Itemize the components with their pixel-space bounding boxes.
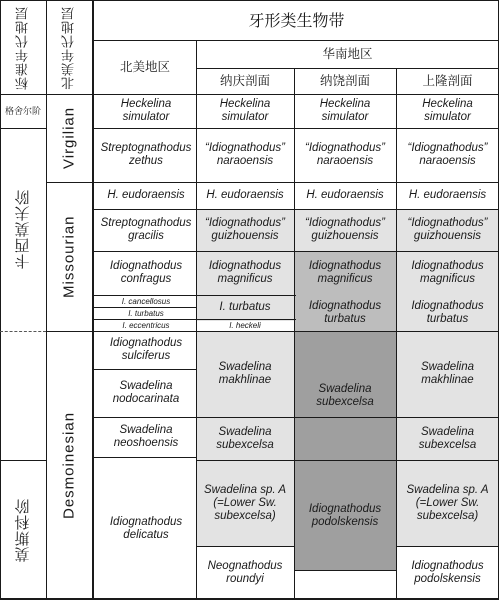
grid-line	[196, 460, 499, 461]
zone-c3-r5: Idiognathodus magnificus	[411, 260, 484, 285]
zone-na-r5: Idiognathodus confragus	[109, 260, 183, 285]
zone-c2-r3: H. eudoraensis	[306, 189, 384, 201]
zone-c1-r7a: Swadelina makhlinae	[218, 361, 272, 386]
zone-na-r6b: I. turbatus	[128, 308, 164, 318]
zone-na-r7b: Swadelina nodocarinata	[112, 380, 180, 405]
zone-c2-r6: Idiognathodus turbatus	[308, 300, 382, 325]
zone-c3-r2: “Idiognathodus” naraoensis	[407, 142, 488, 167]
grid-line	[94, 319, 296, 320]
grid-line	[396, 68, 397, 600]
grid-line	[0, 128, 46, 129]
zone-na-r3: H. eudoraensis	[107, 189, 185, 201]
stage-virgilian: Virgilian	[60, 106, 78, 170]
grid-line	[94, 295, 296, 296]
zone-c2-r4: “Idiognathodus” guizhouensis	[305, 217, 385, 242]
grid-line	[0, 0, 499, 1]
header-section-3: 上隆剖面	[422, 73, 473, 88]
stage-gzhelian: 格舍尔阶	[4, 105, 41, 116]
zone-c1-r7b: Swadelina subexcelsa	[216, 425, 274, 451]
header-col-standard: 标准年代地层	[15, 6, 30, 90]
zone-c2-r7: Swadelina subexcelsa	[316, 383, 374, 408]
zone-c1-r6a: I. turbatus	[219, 300, 271, 313]
zone-c2-r5: Idiognathodus magnificus	[308, 260, 382, 285]
zone-na-r8: Idiognathodus delicatus	[109, 515, 183, 541]
stage-kasimovian: 卡西莫夫阶	[14, 189, 32, 270]
zone-c3-r7a: Swadelina makhlinae	[420, 361, 475, 386]
zone-c1-r8b: Neognathodus roundyi	[207, 560, 283, 585]
zone-c1-r3: H. eudoraensis	[206, 189, 284, 201]
zone-na-r1: Heckelina simulator	[120, 98, 172, 123]
grid-line	[94, 369, 196, 370]
grid-line	[94, 307, 196, 308]
zone-c3-r8a: Swadelina sp. A (=Lower Sw. subexcelsa)	[406, 483, 489, 522]
grid-line	[94, 417, 499, 418]
zone-na-r6a: I. cancellosus	[121, 296, 171, 306]
zone-c2-r8: Idiognathodus podolskensis	[308, 502, 382, 528]
grid-line	[92, 0, 94, 600]
grid-line	[46, 0, 47, 600]
zone-c1-r2: “Idiognathodus” naraoensis	[205, 142, 285, 167]
zone-c3-r7b: Swadelina subexcelsa	[418, 425, 477, 451]
grid-line	[94, 128, 499, 129]
zone-c3-r3: H. eudoraensis	[408, 189, 487, 201]
grid-line	[46, 331, 499, 332]
grid-line	[0, 94, 499, 95]
zone-c1-r6b: I. heckeli	[229, 320, 261, 330]
zone-na-r2: Streptognathodus zethus	[100, 142, 192, 167]
stage-missourian: Missourian	[60, 215, 78, 298]
zone-na-r7c: Swadelina neoshoensis	[113, 424, 179, 449]
zone-c3-r1: Heckelina simulator	[422, 98, 473, 123]
zone-na-r7a: Idiognathodus sulciferus	[109, 337, 183, 362]
zone-c1-r4: “Idiognathodus” guizhouensis	[205, 217, 285, 242]
grid-line	[196, 68, 499, 69]
zone-na-r6c: I. eccentricus	[122, 320, 170, 330]
zone-c3-r4: “Idiognathodus” guizhouensis	[407, 217, 488, 242]
grid-line	[396, 546, 499, 547]
zone-c3-r6: Idiognathodus turbatus	[411, 300, 484, 325]
zone-c1-r1: Heckelina simulator	[219, 98, 271, 123]
header-title: 牙形类生物带	[248, 12, 345, 30]
grid-line	[94, 209, 499, 210]
grid-line	[0, 460, 46, 461]
grid-line	[0, 0, 1, 600]
header-sc-region: 华南地区	[322, 46, 373, 61]
stage-desmoinesian: Desmoinesian	[60, 411, 78, 520]
stage-moscovian: 莫斯科阶	[14, 498, 32, 562]
grid-line	[46, 182, 499, 183]
grid-line	[196, 40, 197, 600]
grid-line	[94, 457, 196, 458]
zone-c1-r5: Idiognathodus magnificus	[208, 260, 282, 285]
grid-line	[94, 40, 499, 41]
zone-c3-r8b: Idiognathodus podolskensis	[411, 560, 484, 585]
header-section-2: 纳饶剖面	[319, 73, 370, 88]
dashed-boundary	[0, 331, 46, 332]
zone-c2-r2: “Idiognathodus” naraoensis	[305, 142, 385, 167]
header-col-na: 北美年代地层	[61, 6, 76, 90]
grid-line	[294, 570, 396, 571]
grid-line	[94, 251, 499, 252]
zone-c1-r8a: Swadelina sp. A (=Lower Sw. subexcelsa)	[203, 483, 287, 522]
header-na-region: 北美地区	[119, 59, 170, 74]
grid-line	[196, 546, 294, 547]
grid-line	[294, 68, 295, 600]
zone-na-r4: Streptognathodus gracilis	[100, 217, 192, 242]
header-section-1: 纳庆剖面	[219, 73, 270, 88]
zone-c2-r1: Heckelina simulator	[319, 98, 371, 123]
